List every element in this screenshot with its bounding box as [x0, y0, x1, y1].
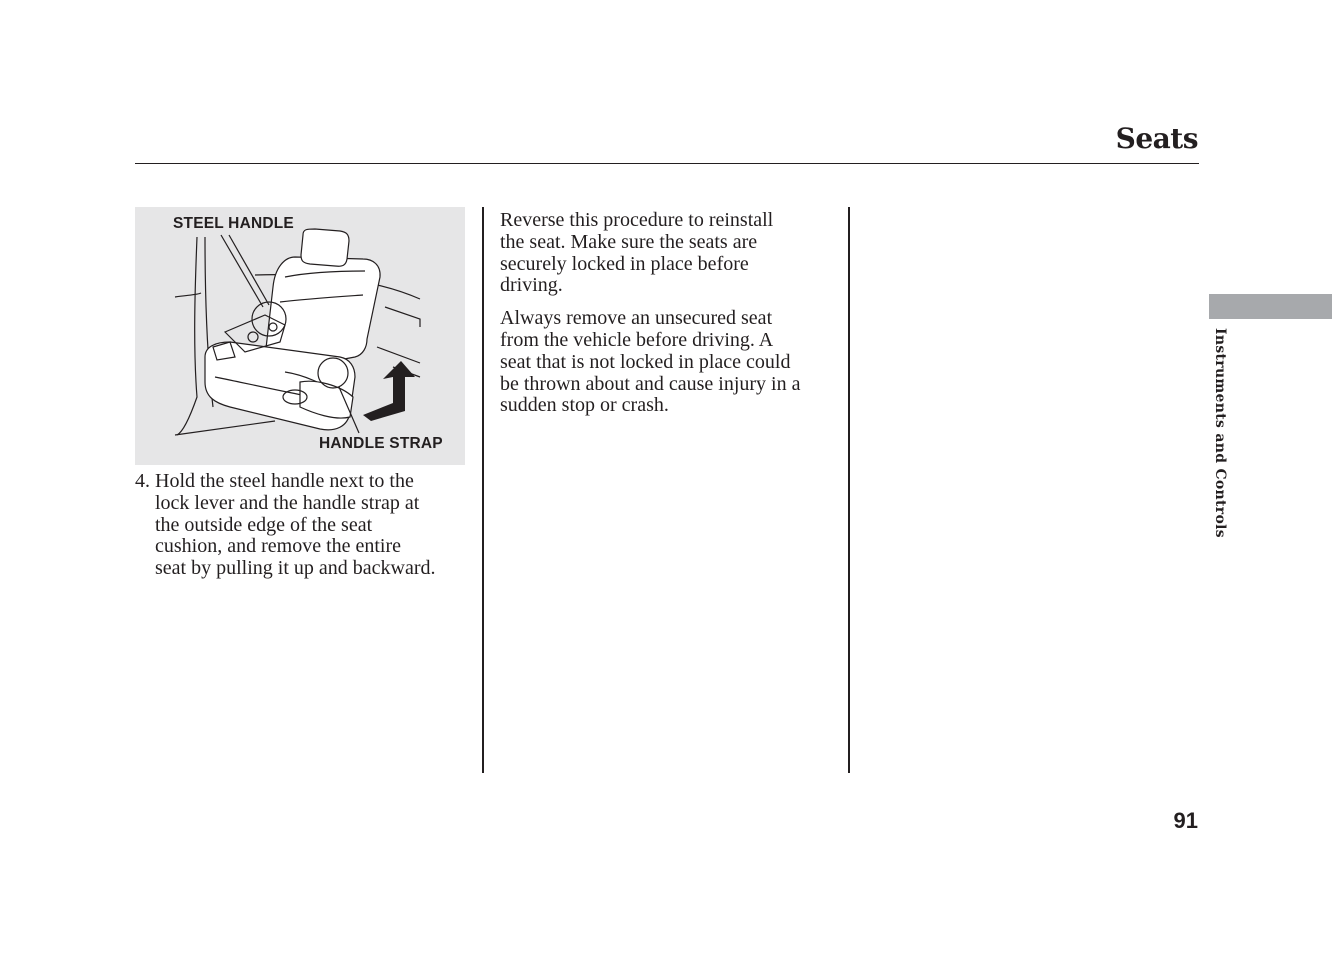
column-2	[500, 210, 845, 417]
header-rule	[135, 163, 1199, 164]
seat-illustration	[135, 207, 465, 465]
callout-handle-strap: HANDLE STRAP	[319, 435, 443, 452]
page-title: Seats	[1115, 122, 1198, 155]
step-text: Hold the steel handle next to the lock lever and the handle strap at the outside edge of the seat cushion, and remove the entire seat by pulling it up and backward.	[155, 470, 436, 580]
callout-steel-handle: STEEL HANDLE	[173, 215, 294, 232]
section-label: Instruments and Controls	[1212, 328, 1228, 538]
step-number: 4.	[135, 470, 150, 492]
column-divider-1	[482, 207, 484, 773]
seat-removal-figure	[135, 207, 465, 465]
section-tab	[1209, 294, 1332, 319]
reinstall-paragraph: Reverse this procedure to reinstall the seat. Make sure the seats are securely locked in place before driving.	[500, 209, 774, 297]
step-4	[135, 471, 475, 580]
page-number: 91	[1173, 808, 1198, 833]
up-arrow-icon	[363, 361, 415, 421]
warning-paragraph: Always remove an unsecured seat from the vehicle before driving. A seat that is not locked in place could be thrown about and cause injury in a sudden stop or crash.	[500, 307, 801, 417]
column-divider-2	[848, 207, 850, 773]
